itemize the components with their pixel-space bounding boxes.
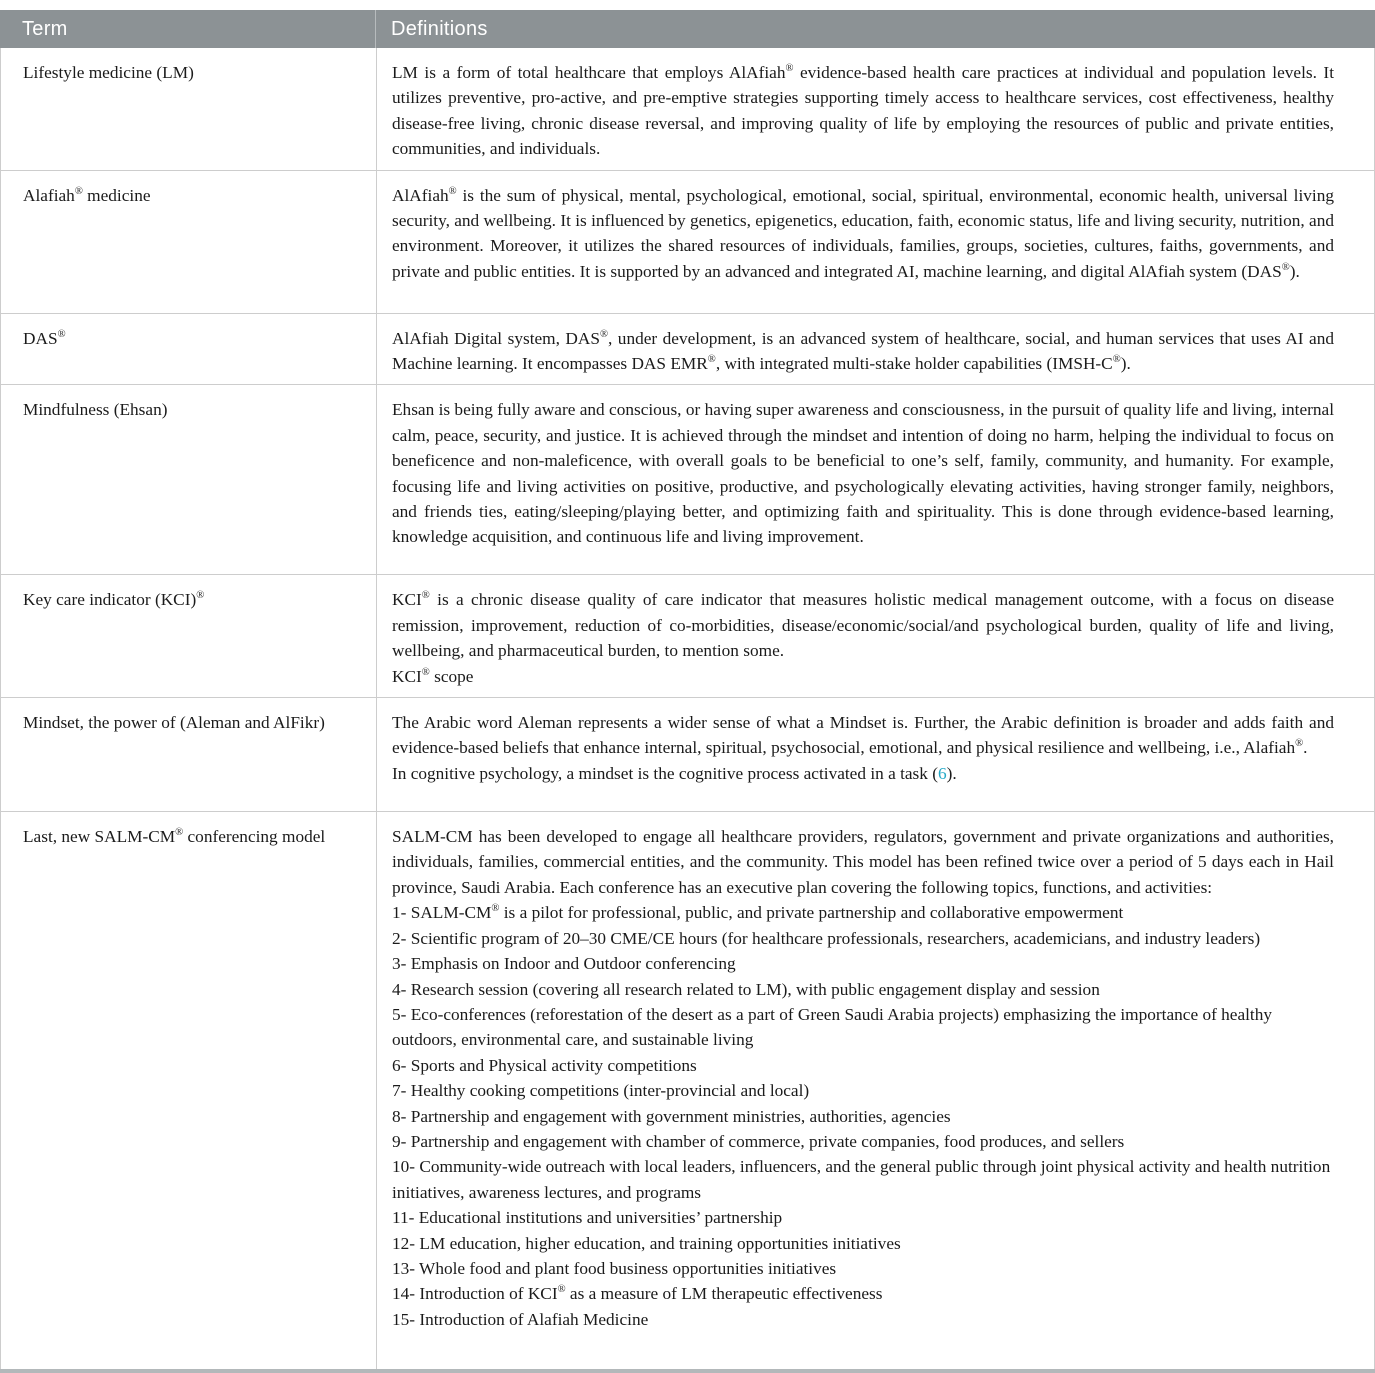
registered-trademark-symbol: ® <box>57 328 66 340</box>
definition-list-item: 2- Scientific program of 20–30 CME/CE hours (for healthcare professionals, researchers, academicians, and industry leaders) <box>392 928 1261 948</box>
table-row <box>1 384 1374 574</box>
term-label: Mindset, the power of (Aleman and AlFikr) <box>23 713 325 733</box>
definition-cell <box>376 171 1374 313</box>
registered-trademark-symbol: ® <box>599 328 608 340</box>
table-row <box>1 170 1374 313</box>
definition-paragraph: AlAfiah Digital system, DAS®, under development, is an advanced system of healthcare, social, and human services that uses AI and Machine learning. It encompasses DAS EMR®, with integrated multi-stake holder capabilities (IMSH-C®). <box>392 328 1334 374</box>
definition-cell <box>376 48 1374 170</box>
definition-list-item: 11- Educational institutions and universities’ partnership <box>392 1208 783 1228</box>
definition-cell <box>376 314 1374 385</box>
definition-paragraph: KCI® scope <box>392 666 474 686</box>
definition-list-item: 8- Partnership and engagement with government ministries, authorities, agencies <box>392 1106 951 1126</box>
definition-paragraph: In cognitive psychology, a mindset is the cognitive process activated in a task (6). <box>392 763 957 783</box>
table-row <box>1 811 1374 1369</box>
term-cell <box>1 171 376 313</box>
table-header <box>0 10 1375 48</box>
definition-paragraph: KCI® is a chronic disease quality of care indicator that measures holistic medical management outcome, with a focus on disease remission, improvement, reduction of co-morbidities, disease/economic/social/and psychological burden, quality of life and living, wellbeing, and pharmaceutical burden, to mention some. <box>392 590 1334 661</box>
definitions-table <box>0 10 1375 1373</box>
registered-trademark-symbol: ® <box>448 185 457 197</box>
registered-trademark-symbol: ® <box>557 1284 566 1296</box>
term-label: Alafiah® medicine <box>23 185 151 205</box>
definition-paragraph: AlAfiah® is the sum of physical, mental, psychological, emotional, social, spiritual, environmental, economic health, universal living security, and wellbeing. It is influenced by genetics, epigenetics, education, faith, economic status, life and living security, nutrition, and environment. Moreover, it utilizes the shared resources of individuals, families, groups, societies, cultures, faiths, governments, and private and public entities. It is supported by an advanced and integrated AI, machine learning, and digital AlAfiah system (DAS®). <box>392 185 1334 281</box>
term-cell <box>1 575 376 697</box>
definitions-column-header: Definitions <box>375 10 1375 48</box>
definition-cell <box>376 812 1374 1369</box>
registered-trademark-symbol: ® <box>1281 262 1290 274</box>
registered-trademark-symbol: ® <box>491 903 500 915</box>
definition-cell <box>376 385 1374 574</box>
definition-cell <box>376 698 1374 811</box>
registered-trademark-symbol: ® <box>175 827 184 839</box>
registered-trademark-symbol: ® <box>421 666 430 678</box>
definition-paragraph: The Arabic word Aleman represents a wider sense of what a Mindset is. Further, the Arabic definition is broader and adds faith and evidence-based beliefs that enhance internal, spiritual, psychosocial, emotional, and physical resilience and wellbeing, i.e., Alafiah®. <box>392 713 1334 758</box>
term-label: Key care indicator (KCI)® <box>23 590 205 610</box>
table-body <box>0 48 1375 1369</box>
definition-list-item: 15- Introduction of Alafiah Medicine <box>392 1309 649 1329</box>
definition-list-item: 5- Eco-conferences (reforestation of the desert as a part of Green Saudi Arabia projects) emphasizing the importance of healthy outdoors, environmental care, and sustainable living <box>392 1004 1273 1050</box>
definition-paragraph: SALM-CM has been developed to engage all healthcare providers, regulators, government and private organizations and authorities, individuals, families, commercial entities, and the community. This model has been refined twice over a period of 5 days each in Hail province, Saudi Arabia. Each conference has an executive plan covering the following topics, functions, and activities: <box>392 827 1334 897</box>
definition-list-item: 7- Healthy cooking competitions (inter-provincial and local) <box>392 1081 810 1101</box>
term-label: Last, new SALM-CM® conferencing model <box>23 827 326 847</box>
definition-list-item: 6- Sports and Physical activity competitions <box>392 1055 697 1075</box>
registered-trademark-symbol: ® <box>785 63 794 75</box>
registered-trademark-symbol: ® <box>707 354 716 366</box>
definition-list-item: 10- Community-wide outreach with local leaders, influencers, and the general public through joint physical activity and health nutrition initiatives, awareness lectures, and programs <box>392 1157 1331 1202</box>
table-row <box>1 697 1374 811</box>
definition-list-item: 3- Emphasis on Indoor and Outdoor conferencing <box>392 954 736 974</box>
definition-list-item: 13- Whole food and plant food business opportunities initiatives <box>392 1258 837 1278</box>
table-row <box>1 48 1374 170</box>
table-row <box>1 313 1374 385</box>
term-label: Mindfulness (Ehsan) <box>23 400 168 420</box>
registered-trademark-symbol: ® <box>74 185 83 197</box>
registered-trademark-symbol: ® <box>1295 738 1304 750</box>
term-cell <box>1 385 376 574</box>
registered-trademark-symbol: ® <box>1112 354 1121 366</box>
definition-cell <box>376 575 1374 697</box>
definition-list-item: 1- SALM-CM® is a pilot for professional, public, and private partnership and collaborative empowerment <box>392 903 1124 923</box>
term-label: Lifestyle medicine (LM) <box>23 63 194 82</box>
definition-list-item: 4- Research session (covering all research related to LM), with public engagement display and session <box>392 979 1100 999</box>
citation-link[interactable]: 6 <box>937 763 947 783</box>
definition-paragraph: LM is a form of total healthcare that employs AlAfiah® evidence-based health care practices at individual and population levels. It utilizes preventive, pro-active, and pre-emptive strategies supporting timely access to healthcare services, cost effectiveness, healthy disease-free living, chronic disease reversal, and improving quality of life by employing the resources of public and private entities, communities, and individuals. <box>392 63 1334 159</box>
term-column-header: Term <box>22 17 68 40</box>
term-label: DAS® <box>23 328 66 348</box>
registered-trademark-symbol: ® <box>421 590 430 602</box>
term-cell <box>1 48 376 170</box>
table-row <box>1 574 1374 697</box>
definition-list-item: 12- LM education, higher education, and training opportunities initiatives <box>392 1233 901 1253</box>
registered-trademark-symbol: ® <box>196 590 205 602</box>
term-cell <box>1 812 376 1369</box>
term-cell <box>1 698 376 811</box>
definition-list-item: 9- Partnership and engagement with chamber of commerce, private companies, food produces, and sellers <box>392 1131 1125 1151</box>
definition-list-item: 14- Introduction of KCI® as a measure of LM therapeutic effectiveness <box>392 1284 883 1304</box>
term-cell <box>1 314 376 385</box>
definition-paragraph: Ehsan is being fully aware and conscious, or having super awareness and consciousness, in the pursuit of quality life and living, internal calm, peace, security, and justice. It is achieved through the mindset and intention of doing no harm, helping the individual to focus on beneficence and non-maleficence, with overall goals to be beneficial to one’s self, family, community, and humanity. For example, focusing life and living activities on positive, productive, and psychologically elevating activities, having stronger family, neighbors, and friends ties, eating/sleeping/playing better, and optimizing faith and spirituality. This is done through evidence-based learning, knowledge acquisition, and continuous life and living improvement. <box>392 400 1334 547</box>
